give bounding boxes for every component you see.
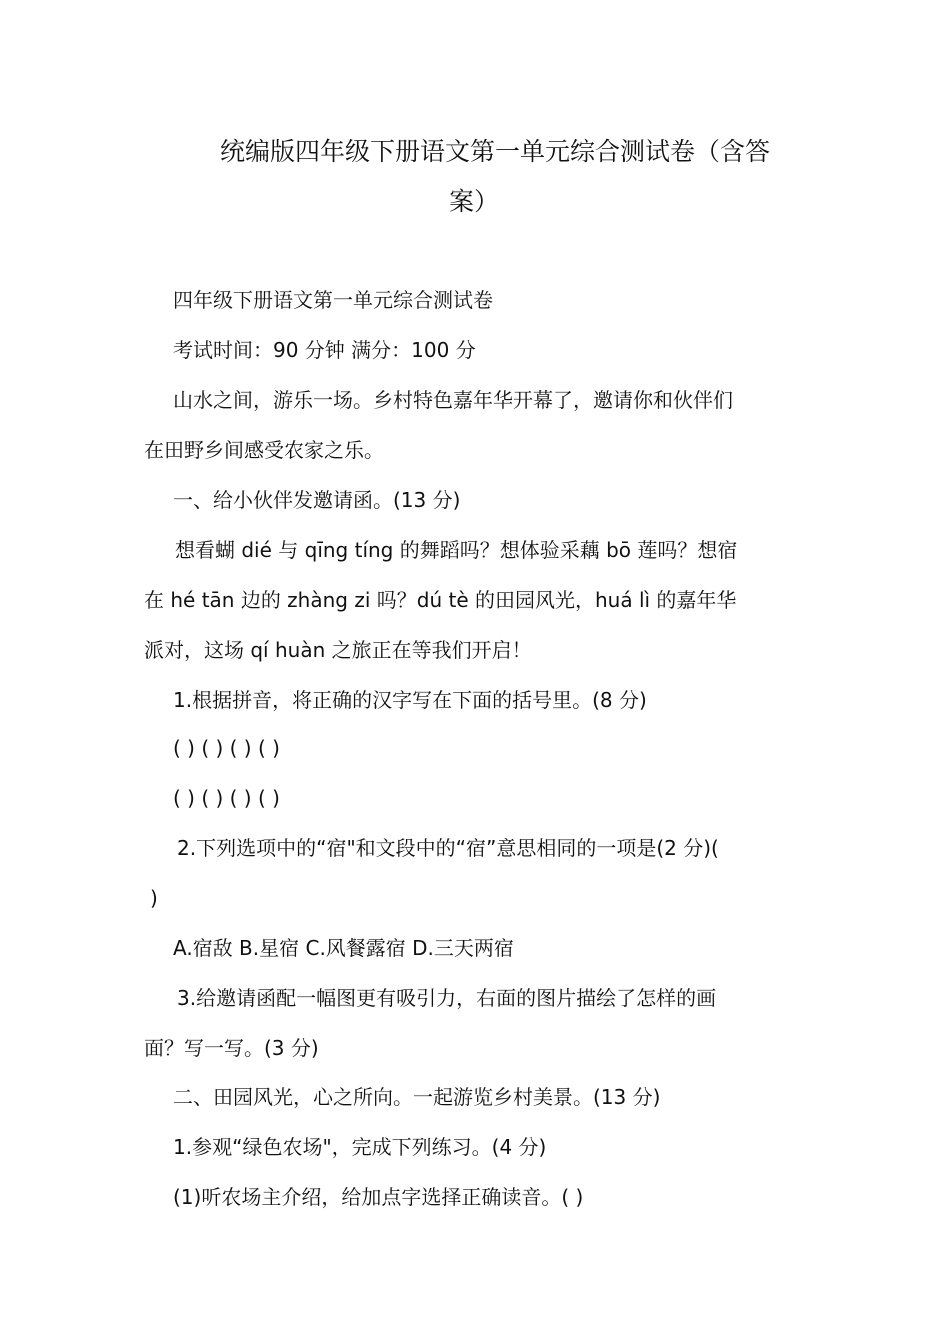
exam-info: 考试时间：90 分钟 满分：100 分: [173, 338, 476, 362]
question-2-line-2: ): [150, 886, 158, 910]
passage-line-1: 想看蝴 dié 与 qīng tíng 的舞蹈吗？想体验采藕 bō 莲吗？想宿: [175, 538, 738, 562]
passage-line-3: 派对，这场 qí huàn 之旅正在等我们开启！: [144, 638, 532, 662]
intro-line-2: 在田野乡间感受农家之乐。: [144, 438, 384, 462]
passage-line-2: 在 hé tān 边的 zhàng zi 吗？dú tè 的田园风光，huá lì 的嘉年华: [144, 588, 737, 612]
question-3-line-2: 面？写一写。(3 分): [144, 1036, 319, 1060]
answer-blanks-row-1: ( ) ( ) ( ) ( ): [173, 736, 280, 760]
question-3-line-1: 3.给邀请函配一幅图更有吸引力，右面的图片描绘了怎样的画: [177, 986, 717, 1010]
question-1: 1.根据拼音，将正确的汉字写在下面的括号里。(8 分): [173, 688, 647, 712]
question-2-line-1: 2.下列选项中的“宿"和文段中的“宿”意思相同的一项是(2 分)(: [177, 836, 719, 860]
section-1-heading: 一、给小伙伴发邀请函。(13 分): [173, 488, 461, 512]
intro-line-1: 山水之间，游乐一场。乡村特色嘉年华开幕了，邀请你和伙伴们: [173, 388, 733, 412]
document-title-line-2: 案）: [449, 187, 500, 216]
subtitle: 四年级下册语文第一单元综合测试卷: [173, 288, 493, 312]
document-title-line-1: 统编版四年级下册语文第一单元综合测试卷（含答: [220, 137, 771, 166]
section-2-heading: 二、田园风光，心之所向。一起游览乡村美景。(13 分): [173, 1085, 661, 1109]
section-2-question-1-sub-1: (1)听农场主介绍，给加点字选择正确读音。( ): [173, 1185, 584, 1209]
section-2-question-1: 1.参观“绿色农场"，完成下列练习。(4 分): [173, 1135, 547, 1159]
answer-blanks-row-2: ( ) ( ) ( ) ( ): [173, 786, 280, 810]
question-2-options: A.宿敌 B.星宿 C.风餐露宿 D.三天两宿: [173, 936, 514, 960]
